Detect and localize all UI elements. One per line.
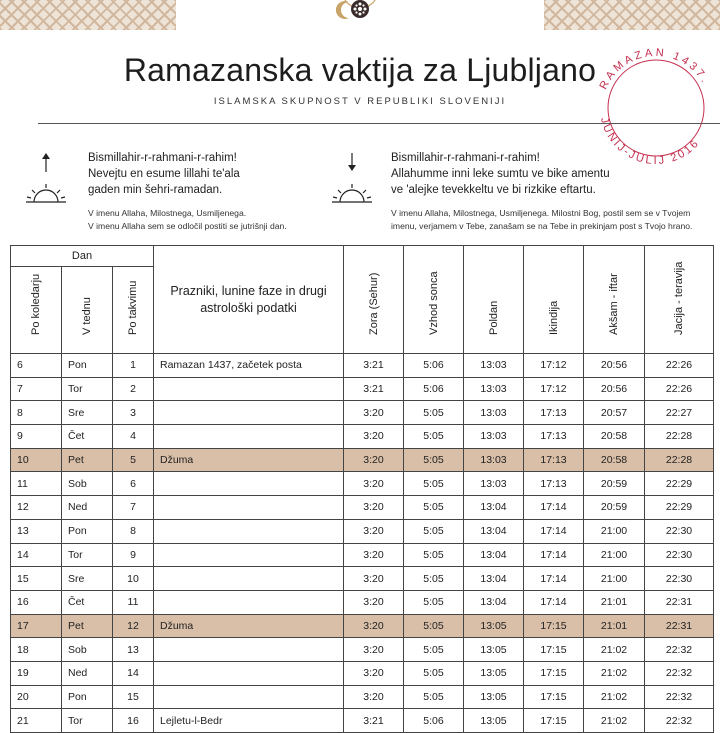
cell-day-of-month: 20 (11, 685, 62, 709)
cell-zora: 3:20 (344, 638, 404, 662)
dua-left (88, 150, 240, 198)
cell-aksam: 21:00 (584, 519, 645, 543)
table-row (11, 354, 714, 378)
header-po-koledarju: Po koledarju (11, 267, 62, 354)
header-jacija: Jacija - teravija (645, 246, 714, 354)
table-row (11, 377, 714, 401)
cell-note: Ramazan 1437, začetek posta (154, 354, 344, 378)
cell-vzhod: 5:05 (404, 685, 464, 709)
cell-jacija: 22:29 (645, 496, 714, 520)
cell-vzhod: 5:06 (404, 709, 464, 733)
cell-day-of-month: 10 (11, 448, 62, 472)
cell-aksam: 20:59 (584, 496, 645, 520)
cell-takvim-day: 4 (113, 425, 154, 449)
cell-vzhod: 5:05 (404, 567, 464, 591)
cell-weekday: Sre (62, 401, 113, 425)
cell-note (154, 685, 344, 709)
cell-takvim-day: 2 (113, 377, 154, 401)
cell-weekday: Tor (62, 709, 113, 733)
cell-poldan: 13:05 (464, 685, 524, 709)
cell-poldan: 13:03 (464, 448, 524, 472)
cell-ikindija: 17:14 (524, 567, 584, 591)
cell-aksam: 21:01 (584, 590, 645, 614)
stamp-top-text: RAMAZAN 1437. (597, 46, 712, 92)
cell-ikindija: 17:15 (524, 661, 584, 685)
cell-note (154, 425, 344, 449)
cell-jacija: 22:29 (645, 472, 714, 496)
cell-zora: 3:21 (344, 354, 404, 378)
cell-aksam: 20:57 (584, 401, 645, 425)
dua-right (391, 150, 610, 198)
cell-zora: 3:20 (344, 448, 404, 472)
cell-aksam: 20:58 (584, 448, 645, 472)
cell-vzhod: 5:05 (404, 661, 464, 685)
dua-right-translation (391, 207, 692, 233)
cell-vzhod: 5:05 (404, 472, 464, 496)
cell-poldan: 13:03 (464, 401, 524, 425)
header-pattern-right (544, 0, 720, 30)
cell-aksam: 21:00 (584, 567, 645, 591)
cell-vzhod: 5:05 (404, 638, 464, 662)
cell-zora: 3:20 (344, 425, 404, 449)
cell-weekday: Pon (62, 685, 113, 709)
dua-right-translation-line: imenu, verjamem v Tebe, zanašam se na Tebe in prekinjam post s Tvojo hrano. (391, 221, 693, 231)
cell-vzhod: 5:05 (404, 590, 464, 614)
header-v-tednu: V tednu (62, 267, 113, 354)
cell-ikindija: 17:13 (524, 401, 584, 425)
cell-poldan: 13:03 (464, 425, 524, 449)
header-vzhod: Vzhod sonca (404, 246, 464, 354)
cell-weekday: Pet (62, 448, 113, 472)
header-po-takvimu: Po takvimu (113, 267, 154, 354)
cell-jacija: 22:26 (645, 354, 714, 378)
cell-ikindija: 17:15 (524, 638, 584, 662)
cell-ikindija: 17:12 (524, 377, 584, 401)
cell-takvim-day: 12 (113, 614, 154, 638)
cell-note (154, 590, 344, 614)
dua-left-translation-line: V imenu Allaha, Milostnega, Usmiljenega. (88, 208, 247, 218)
cell-vzhod: 5:05 (404, 614, 464, 638)
cell-note: Džuma (154, 614, 344, 638)
cell-aksam: 21:00 (584, 543, 645, 567)
cell-day-of-month: 19 (11, 661, 62, 685)
dua-right-line: Allahumme inni leke sumtu ve bike amentu (391, 168, 610, 180)
cell-jacija: 22:32 (645, 661, 714, 685)
cell-weekday: Čet (62, 425, 113, 449)
cell-poldan: 13:03 (464, 472, 524, 496)
table-row (11, 401, 714, 425)
cell-ikindija: 17:13 (524, 472, 584, 496)
dua-right-line: Bismillahir-r-rahmani-r-rahim! (391, 152, 540, 164)
cell-ikindija: 17:13 (524, 425, 584, 449)
table-row (11, 567, 714, 591)
cell-day-of-month: 13 (11, 519, 62, 543)
table-row (11, 638, 714, 662)
header-poldan: Poldan (464, 246, 524, 354)
cell-jacija: 22:31 (645, 590, 714, 614)
cell-day-of-month: 8 (11, 401, 62, 425)
cell-vzhod: 5:05 (404, 448, 464, 472)
cell-zora: 3:20 (344, 661, 404, 685)
cell-takvim-day: 3 (113, 401, 154, 425)
cell-day-of-month: 18 (11, 638, 62, 662)
cell-zora: 3:20 (344, 567, 404, 591)
header-zora: Zora (Sehur) (344, 246, 404, 354)
cell-weekday: Pon (62, 354, 113, 378)
cell-aksam: 20:56 (584, 377, 645, 401)
cell-poldan: 13:05 (464, 614, 524, 638)
table-row (11, 685, 714, 709)
ornament-emblem-icon (335, 0, 385, 28)
cell-note (154, 519, 344, 543)
cell-jacija: 22:30 (645, 567, 714, 591)
cell-day-of-month: 16 (11, 590, 62, 614)
cell-zora: 3:20 (344, 685, 404, 709)
cell-jacija: 22:27 (645, 401, 714, 425)
cell-note (154, 661, 344, 685)
dua-left-line: gaden min šehri-ramadan. (88, 184, 223, 196)
header-aksam: Akšam - iftar (584, 246, 645, 354)
table-row (11, 448, 714, 472)
cell-zora: 3:21 (344, 377, 404, 401)
cell-ikindija: 17:15 (524, 614, 584, 638)
cell-jacija: 22:32 (645, 709, 714, 733)
cell-poldan: 13:04 (464, 567, 524, 591)
header-ikindija: Ikindija (524, 246, 584, 354)
cell-poldan: 13:05 (464, 709, 524, 733)
cell-vzhod: 5:05 (404, 519, 464, 543)
cell-poldan: 13:05 (464, 661, 524, 685)
page-subtitle: ISLAMSKA SKUPNOST V REPUBLIKI SLOVENIJI (213, 96, 507, 107)
cell-poldan: 13:04 (464, 543, 524, 567)
dua-right-line: ve 'alejke tevekkeltu ve bi rizkike eftartu. (391, 184, 596, 196)
dua-left-line: Nevejtu en esume lillahi te'ala (88, 168, 240, 180)
cell-day-of-month: 9 (11, 425, 62, 449)
table-row (11, 709, 714, 733)
cell-zora: 3:20 (344, 519, 404, 543)
cell-takvim-day: 9 (113, 543, 154, 567)
dua-right-translation-line: V imenu Allaha, Milostnega, Usmiljenega. Milostni Bog, postil sem se v Tvojem (391, 208, 691, 218)
cell-poldan: 13:03 (464, 354, 524, 378)
cell-zora: 3:20 (344, 614, 404, 638)
header-description: Prazniki, lunine faze in drugi astrološki podatki (154, 246, 344, 354)
header-pattern-left (0, 0, 176, 30)
cell-jacija: 22:30 (645, 543, 714, 567)
cell-jacija: 22:28 (645, 448, 714, 472)
cell-aksam: 21:01 (584, 614, 645, 638)
cell-day-of-month: 11 (11, 472, 62, 496)
cell-note (154, 401, 344, 425)
cell-poldan: 13:03 (464, 377, 524, 401)
cell-day-of-month: 6 (11, 354, 62, 378)
cell-vzhod: 5:05 (404, 543, 464, 567)
cell-zora: 3:20 (344, 401, 404, 425)
cell-day-of-month: 21 (11, 709, 62, 733)
cell-zora: 3:20 (344, 543, 404, 567)
cell-aksam: 20:59 (584, 472, 645, 496)
cell-note (154, 567, 344, 591)
cell-ikindija: 17:14 (524, 543, 584, 567)
table-row (11, 425, 714, 449)
cell-zora: 3:20 (344, 496, 404, 520)
cell-day-of-month: 15 (11, 567, 62, 591)
cell-jacija: 22:31 (645, 614, 714, 638)
cell-jacija: 22:32 (645, 685, 714, 709)
table-row (11, 472, 714, 496)
cell-takvim-day: 1 (113, 354, 154, 378)
table-row (11, 614, 714, 638)
cell-weekday: Ned (62, 661, 113, 685)
cell-ikindija: 17:14 (524, 519, 584, 543)
cell-note (154, 472, 344, 496)
cell-ikindija: 17:14 (524, 590, 584, 614)
table-row (11, 543, 714, 567)
cell-weekday: Sob (62, 638, 113, 662)
cell-day-of-month: 14 (11, 543, 62, 567)
cell-weekday: Tor (62, 543, 113, 567)
cell-weekday: Tor (62, 377, 113, 401)
cell-ikindija: 17:15 (524, 709, 584, 733)
cell-aksam: 21:02 (584, 685, 645, 709)
cell-day-of-month: 12 (11, 496, 62, 520)
table-row (11, 590, 714, 614)
cell-aksam: 21:02 (584, 661, 645, 685)
cell-note: Džuma (154, 448, 344, 472)
dua-left-line: Bismillahir-r-rahmani-r-rahim! (88, 152, 237, 164)
cell-weekday: Ned (62, 496, 113, 520)
cell-poldan: 13:04 (464, 519, 524, 543)
cell-aksam: 20:56 (584, 354, 645, 378)
cell-ikindija: 17:14 (524, 496, 584, 520)
cell-weekday: Sob (62, 472, 113, 496)
sunset-arrow-down-icon (330, 150, 374, 212)
cell-vzhod: 5:06 (404, 377, 464, 401)
cell-zora: 3:20 (344, 590, 404, 614)
cell-takvim-day: 6 (113, 472, 154, 496)
cell-ikindija: 17:13 (524, 448, 584, 472)
table-row (11, 496, 714, 520)
table-row (11, 519, 714, 543)
cell-vzhod: 5:06 (404, 354, 464, 378)
cell-takvim-day: 5 (113, 448, 154, 472)
header-dan: Dan (11, 246, 154, 267)
cell-ikindija: 17:15 (524, 685, 584, 709)
cell-note (154, 496, 344, 520)
cell-weekday: Pet (62, 614, 113, 638)
cell-poldan: 13:04 (464, 590, 524, 614)
cell-ikindija: 17:12 (524, 354, 584, 378)
page-title: Ramazanska vaktija za Ljubljano (123, 52, 597, 88)
cell-day-of-month: 7 (11, 377, 62, 401)
cell-aksam: 21:02 (584, 638, 645, 662)
cell-takvim-day: 14 (113, 661, 154, 685)
cell-note (154, 638, 344, 662)
cell-weekday: Pon (62, 519, 113, 543)
cell-weekday: Sre (62, 567, 113, 591)
cell-vzhod: 5:05 (404, 401, 464, 425)
cell-takvim-day: 13 (113, 638, 154, 662)
cell-poldan: 13:05 (464, 638, 524, 662)
cell-takvim-day: 7 (113, 496, 154, 520)
cell-takvim-day: 10 (113, 567, 154, 591)
cell-aksam: 21:02 (584, 709, 645, 733)
cell-vzhod: 5:05 (404, 425, 464, 449)
dua-left-translation-line: V imenu Allaha sem se odločil postiti se jutrišnji dan. (88, 221, 287, 231)
cell-note (154, 543, 344, 567)
cell-takvim-day: 15 (113, 685, 154, 709)
cell-aksam: 20:58 (584, 425, 645, 449)
prayer-times-table (10, 245, 714, 733)
cell-day-of-month: 17 (11, 614, 62, 638)
sunrise-arrow-up-icon (24, 150, 68, 212)
cell-takvim-day: 16 (113, 709, 154, 733)
table-row (11, 661, 714, 685)
stamp-bottom-text: JUNIJ-JULIJ 2016 (597, 116, 703, 168)
cell-note (154, 377, 344, 401)
cell-jacija: 22:32 (645, 638, 714, 662)
cell-zora: 3:20 (344, 472, 404, 496)
cell-vzhod: 5:05 (404, 496, 464, 520)
cell-jacija: 22:30 (645, 519, 714, 543)
cell-note: Lejletu-l-Bedr (154, 709, 344, 733)
dua-left-translation (88, 207, 287, 233)
header-divider (38, 123, 720, 124)
cell-poldan: 13:04 (464, 496, 524, 520)
cell-zora: 3:21 (344, 709, 404, 733)
cell-jacija: 22:26 (645, 377, 714, 401)
cell-takvim-day: 11 (113, 590, 154, 614)
cell-jacija: 22:28 (645, 425, 714, 449)
cell-takvim-day: 8 (113, 519, 154, 543)
cell-weekday: Čet (62, 590, 113, 614)
